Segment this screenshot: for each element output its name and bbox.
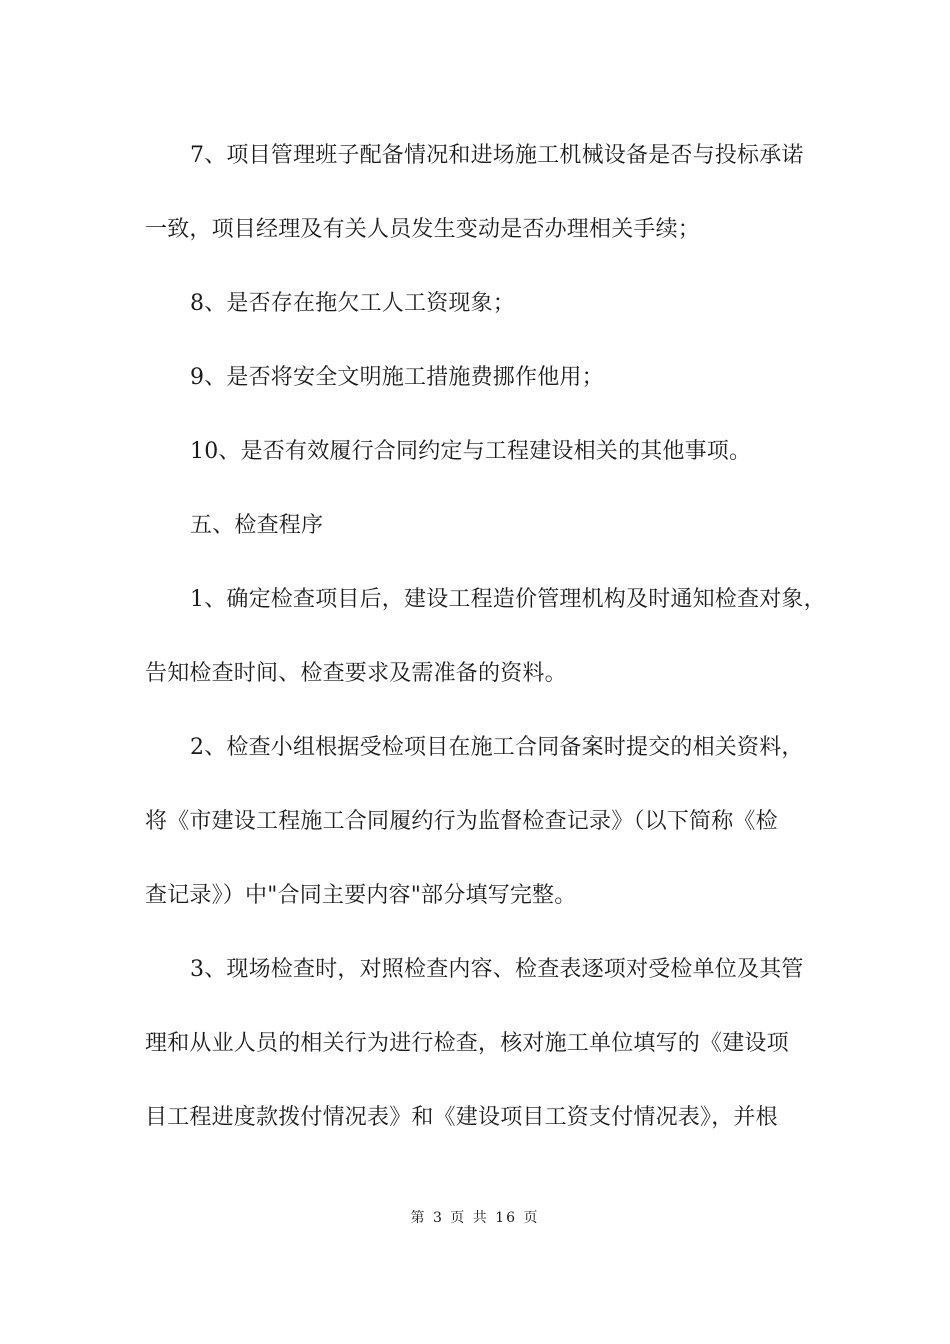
paragraph-line-13: 理和从业人员的相关行为进行检查，核对施工单位填写的《建设项 (145, 1031, 789, 1056)
section-heading: 五、检查程序 (190, 513, 324, 538)
paragraph-line-14: 目工程进度款拨付情况表》和《建设项目工资支付情况表》，并根 (145, 1105, 778, 1130)
paragraph-line-10: 将《市建设工程施工合同履约行为监督检查记录》（以下简称《检 (145, 809, 778, 834)
paragraph-line-4: 9、是否将安全文明施工措施费挪作他用； (190, 365, 604, 390)
paragraph-line-5: 10、是否有效履行合同约定与工程建设相关的其他事项。 (190, 439, 752, 464)
paragraph-line-1: 7、项目管理班子配备情况和进场施工机械设备是否与投标承诺 (190, 143, 804, 168)
paragraph-line-2: 一致，项目经理及有关人员发生变动是否办理相关手续； (145, 217, 701, 242)
paragraph-line-7: 1、确定检查项目后，建设工程造价管理机构及时通知检查对象， (190, 587, 826, 612)
page-number-footer: 第 3 页 共 16 页 (410, 1210, 540, 1226)
paragraph-line-12: 3、现场检查时，对照检查内容、检查表逐项对受检单位及其管 (190, 957, 804, 982)
paragraph-line-8: 告知检查时间、检查要求及需准备的资料。 (145, 661, 567, 686)
paragraph-line-9: 2、检查小组根据受检项目在施工合同备案时提交的相关资料， (190, 735, 804, 760)
paragraph-line-11: 查记录》）中"合同主要内容"部分填写完整。 (145, 883, 577, 908)
paragraph-line-3: 8、是否存在拖欠工人工资现象； (190, 291, 515, 316)
